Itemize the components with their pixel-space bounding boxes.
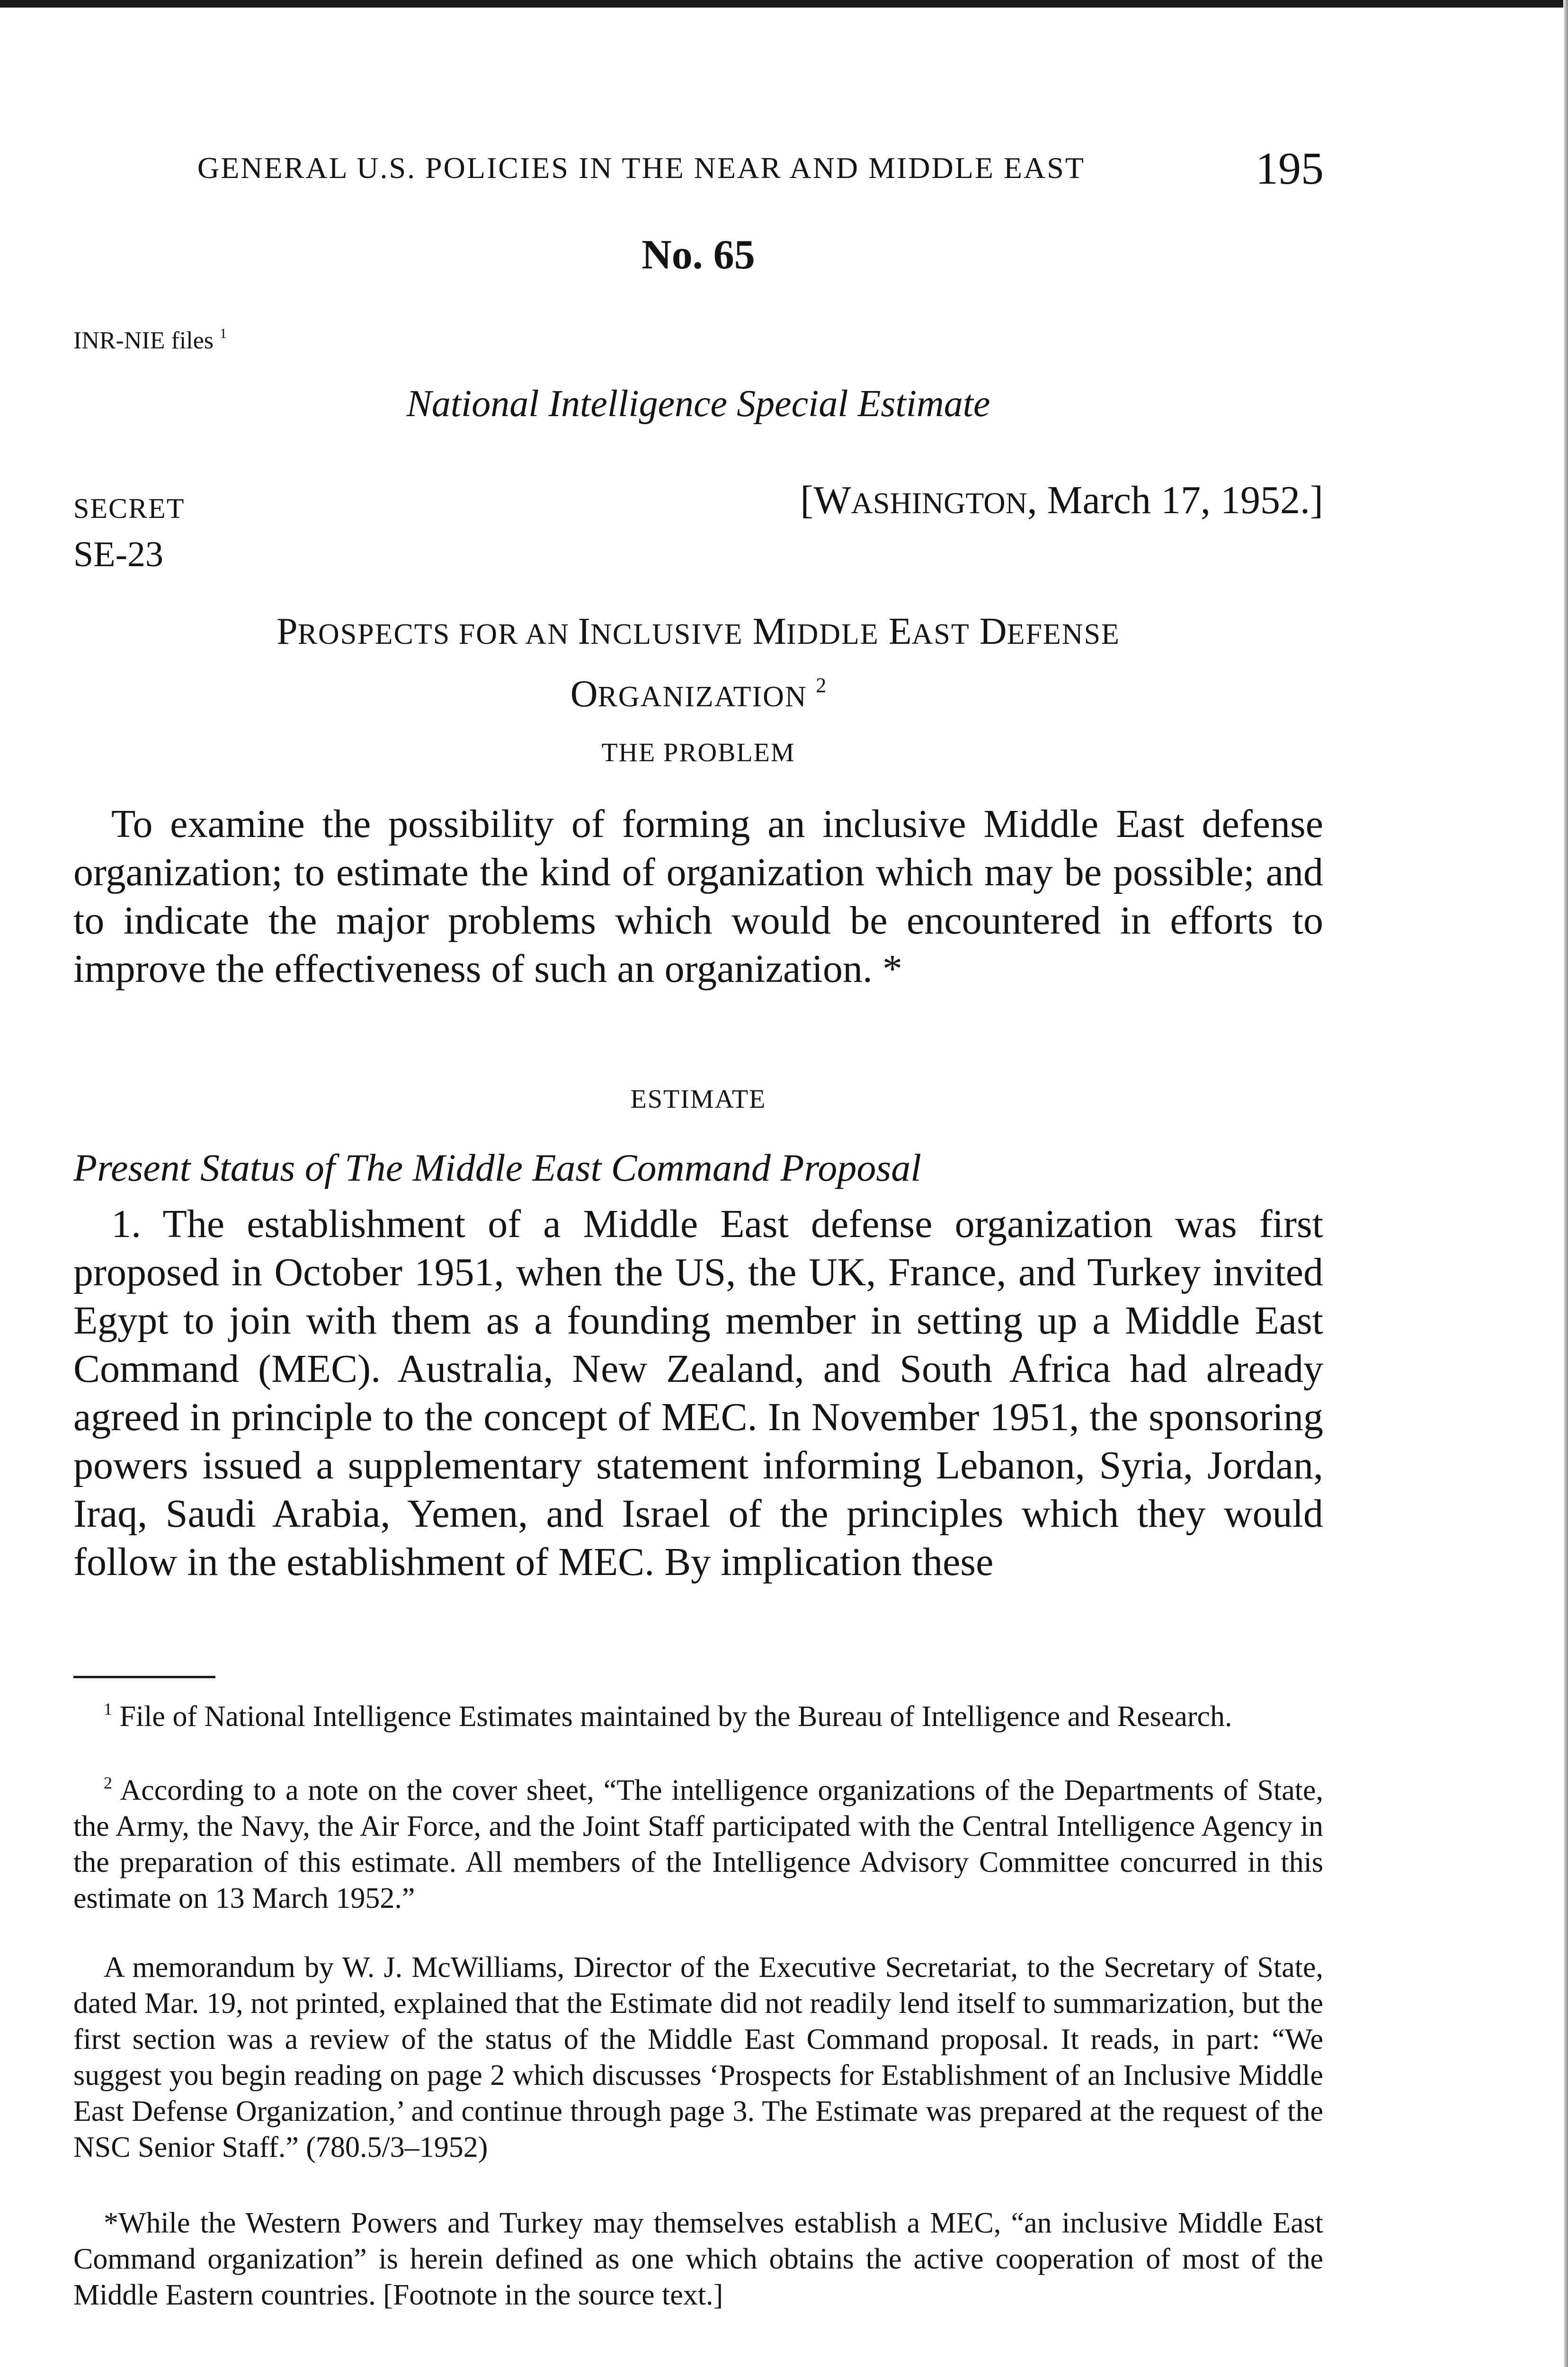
footnote-marker: * <box>104 2207 118 2239</box>
title-word-rest: FOR AN <box>450 618 578 650</box>
document-id: SE-23 <box>73 534 163 574</box>
footnote-divider <box>73 1676 215 1678</box>
problem-heading: THE PROBLEM <box>601 738 795 767</box>
title-word-cap: O <box>570 673 598 715</box>
title-word-rest: ROSPECTS <box>297 618 451 650</box>
title-word-cap: D <box>970 611 1007 652</box>
footnote-ref-1: 1 <box>220 326 227 341</box>
title-line-1 <box>73 606 1323 660</box>
page-number: 195 <box>1256 143 1324 194</box>
estimate-paragraph-1: 1. The establishment of a Middle East defense organization was first proposed in October 1951, when the US, the UK, France, and Turkey invited Egypt to join with them as a founding member in setting up a Middle East Command (MEC). Australia, New Zealand, and South Africa had already agreed in principle to the concept of MEC. In November 1951, the sponsoring powers issued a supplementary statement informing Lebanon, Syria, Jordan, Iraq, Saudi Arabia, Yemen, and Israel of the principles which they would follow in the establishment of MEC. By implication these <box>73 1202 1323 1584</box>
footnote-text: File of National Intelligence Estimates maintained by the Bureau of Intelligence and Research. <box>119 1700 1232 1733</box>
dateline-city: ASHINGTON <box>851 486 1027 520</box>
source-text: INR-NIE files <box>73 327 214 354</box>
title-line-2 <box>73 660 1323 722</box>
title-word-cap: M <box>743 611 786 652</box>
running-head: GENERAL U.S. POLICIES IN THE NEAR AND MIDDLE EAST <box>197 151 1085 185</box>
footnote-marker: 1 <box>104 1700 112 1718</box>
title-word-rest: NCLUSIVE <box>590 618 743 650</box>
document-number: No. 65 <box>641 232 755 278</box>
footnote-text: A memorandum by W. J. McWilliams, Director of the Executive Secretariat, to the Secretary of State, dated Mar. 19, not printed, explained that the Estimate did not readily lend itself to summarization, but the first section was a review of the status of the Middle East Command proposal. It reads, in part: “We suggest you begin reading on page 2 which discusses ‘Prospects for Establishment of an Inclusive Middle East Defense Organization,’ and continue through page 3. The Estimate was prepared at the request of the NSC Senior Staff.” (780.5/3–1952) <box>73 1951 1323 2163</box>
title-word-cap: I <box>578 611 591 652</box>
footnote-text: While the Western Powers and Turkey may themselves establish a MEC, “an inclusive Middle East Command organization” is herein defined as one which obtains the active cooperation of most of the Middle Eastern countries. [Footnote in the source text.] <box>73 2207 1323 2311</box>
source-line <box>73 326 227 355</box>
title-word-cap: P <box>276 611 298 652</box>
document-title <box>73 606 1323 722</box>
title-word-rest: IDDLE <box>786 618 879 650</box>
scan-right-edge <box>1563 0 1568 2367</box>
scan-top-edge <box>0 0 1568 8</box>
estimate-heading: ESTIMATE <box>630 1085 766 1114</box>
dateline <box>800 477 1323 523</box>
document-type: National Intelligence Special Estimate <box>406 383 990 425</box>
footnote-asterisk <box>73 2205 1323 2313</box>
problem-paragraph: To examine the possibility of forming an inclusive Middle East defense organization; to estimate the kind of organization which may be possible; and to indicate the major problems which would be encountered in efforts to improve the effectiveness of such an organization. * <box>73 802 1323 991</box>
title-word-rest: EFENSE <box>1007 618 1120 650</box>
title-word-rest: AST <box>911 618 970 650</box>
footnote-1 <box>73 1691 1323 1735</box>
dateline-open: [W <box>800 478 851 522</box>
footnote-text: According to a note on the cover sheet, “The intelligence organizations of the Departments of State, the Army, the Navy, the Air Force, and the Joint Staff participated with the Central Intelligence Agency in the preparation of this estimate. All members of the Intelligence Advisory Committee concurred in this estimate on 13 March 1952.” <box>73 1774 1323 1914</box>
classification-marking: SECRET <box>73 493 185 524</box>
dateline-date: , March 17, 1952.] <box>1027 478 1323 522</box>
footnote-2-continued <box>73 1949 1323 2165</box>
title-word-cap: E <box>879 611 912 652</box>
footnote-marker: 2 <box>104 1773 112 1792</box>
title-word-rest: RGANIZATION <box>597 681 807 713</box>
footnote-ref-2: 2 <box>816 674 827 697</box>
estimate-subheading: Present Status of The Middle East Command Proposal <box>73 1146 922 1189</box>
footnote-2 <box>73 1765 1323 1916</box>
